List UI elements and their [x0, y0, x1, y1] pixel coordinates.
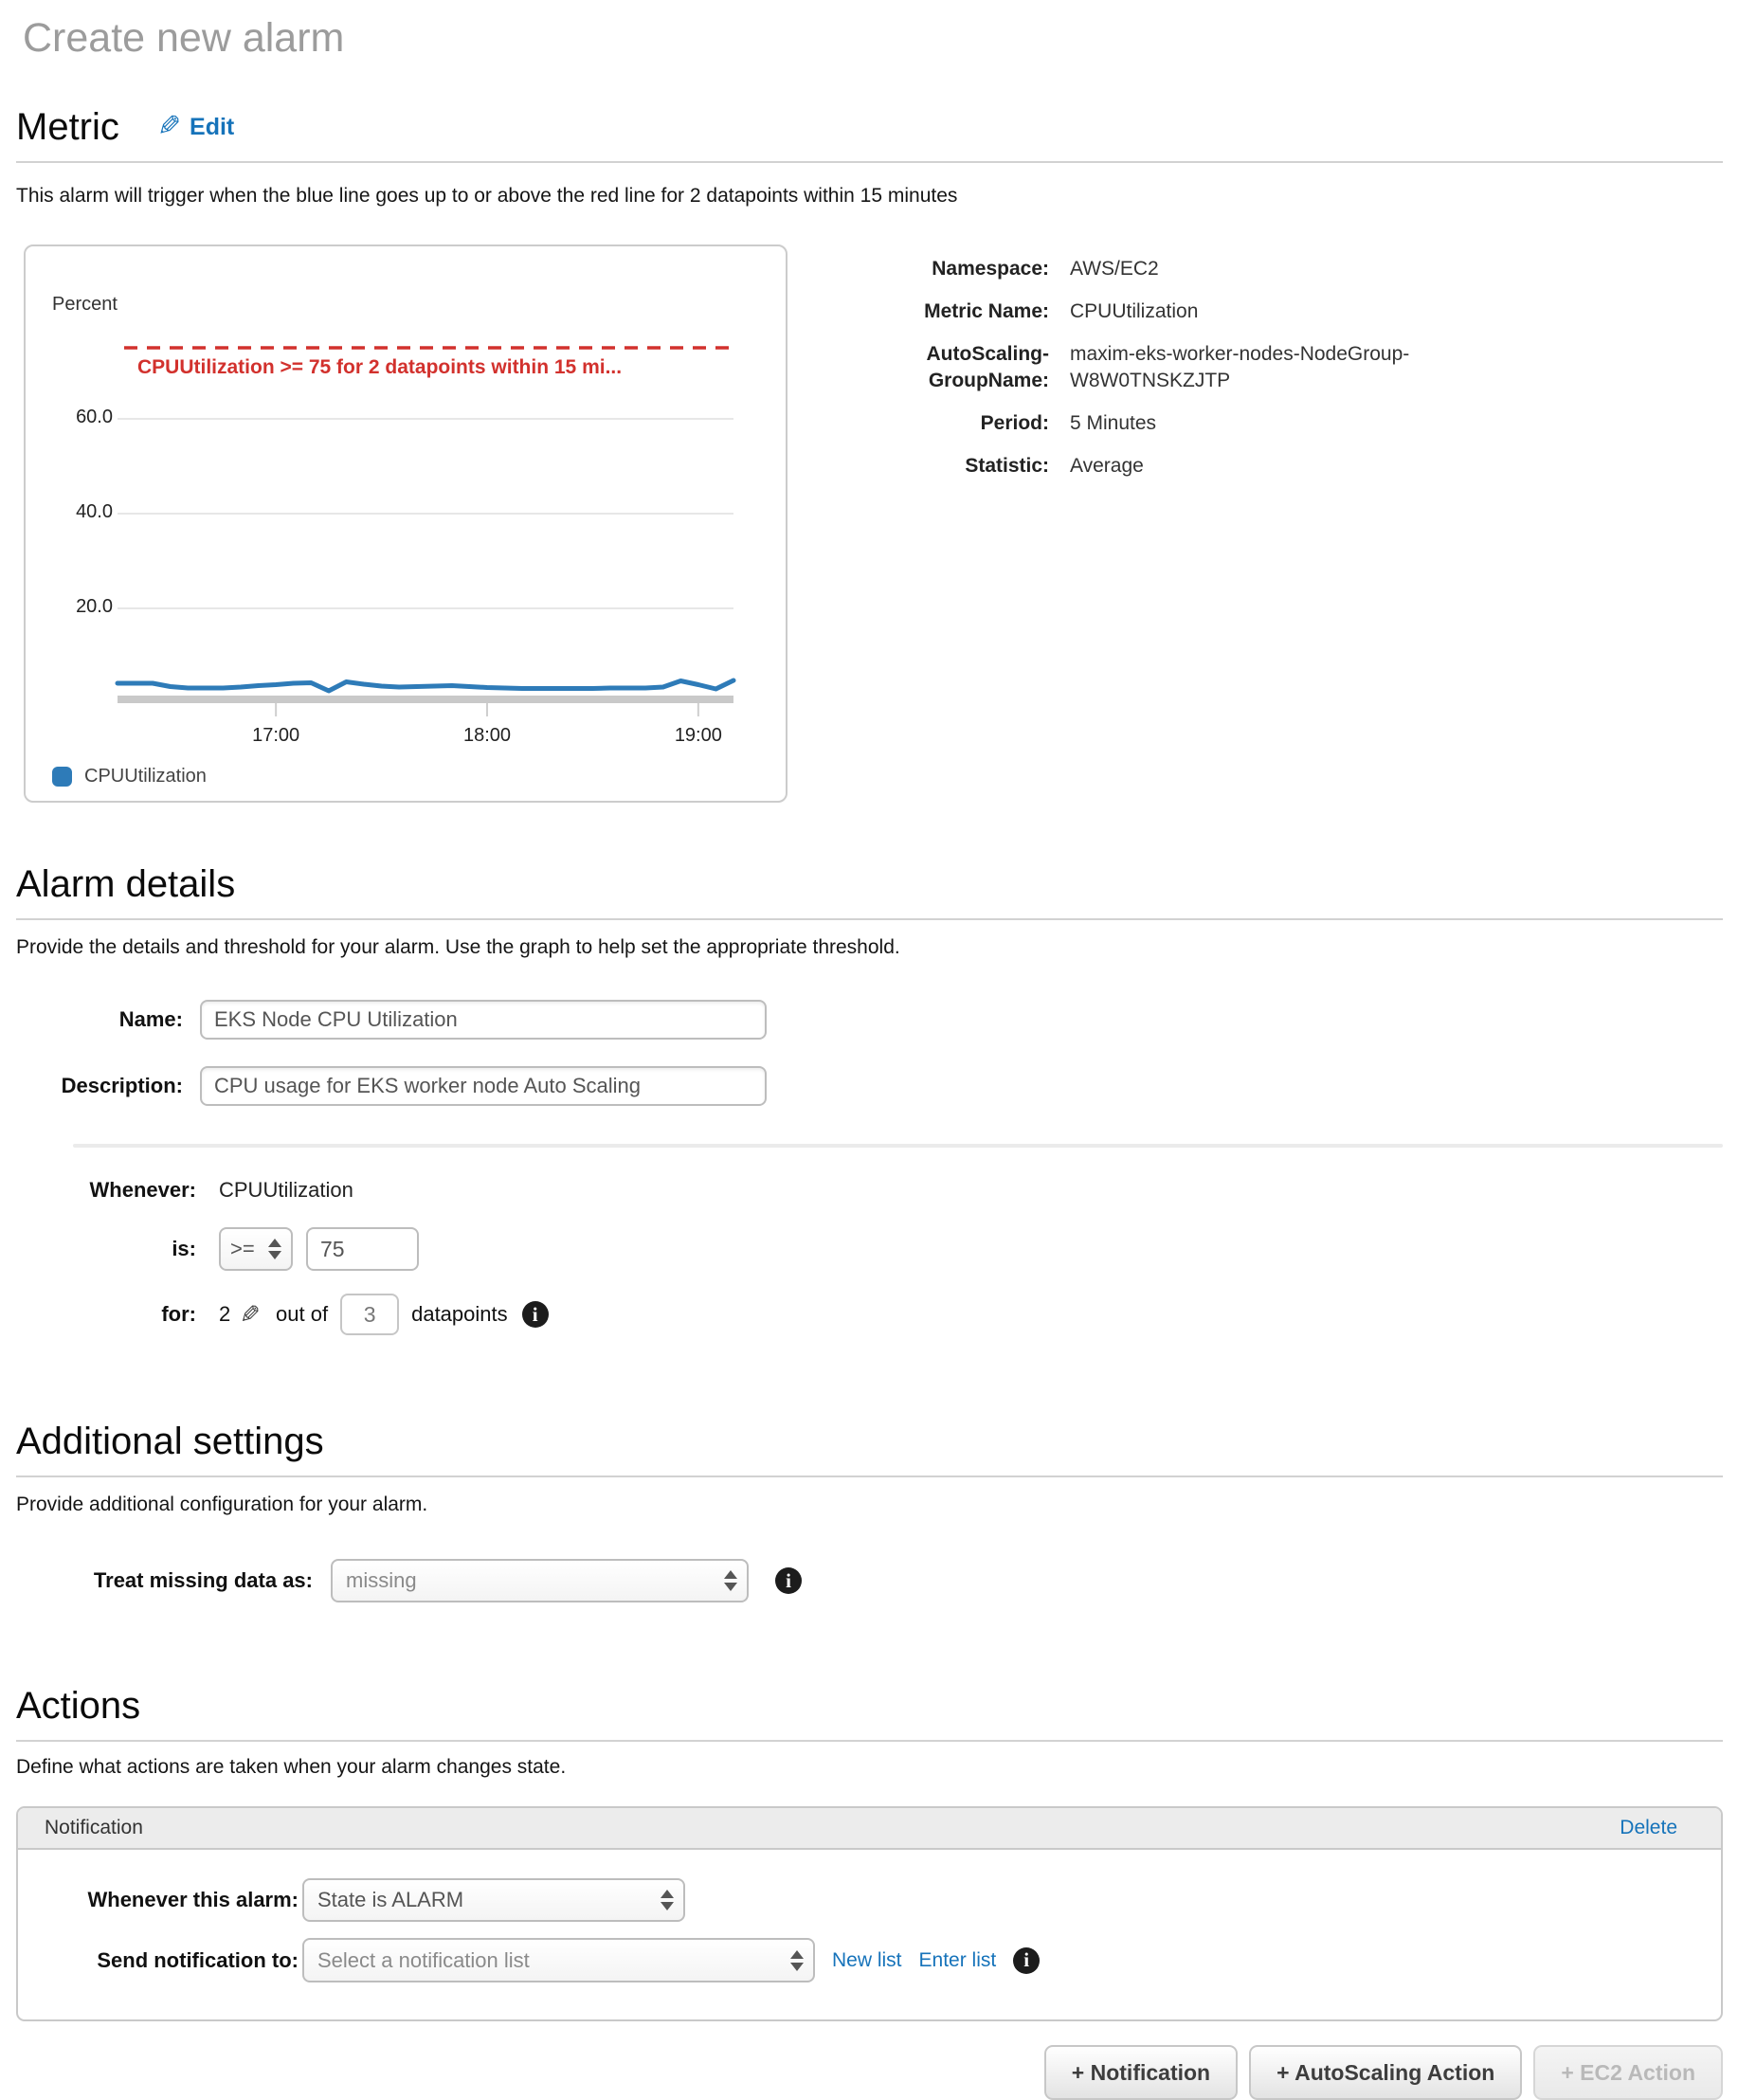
- alarm-state-value: State is ALARM: [317, 1888, 464, 1911]
- edit-label: Edit: [190, 113, 235, 140]
- detail-value: maxim-eks-worker-nodes-NodeGroup-W8W0TNSKZJTP: [1070, 343, 1410, 391]
- delete-notification-link[interactable]: Delete: [1620, 1817, 1677, 1838]
- threshold-input[interactable]: [306, 1227, 419, 1271]
- detail-value: 5 Minutes: [1070, 412, 1157, 434]
- notification-list-select[interactable]: [302, 1938, 815, 1982]
- threshold-annotation: CPUUtilization >= 75 for 2 datapoints within 15 mi...: [137, 356, 623, 378]
- metric-divider: [16, 161, 1723, 163]
- add-ec2-action-button: + EC2 Action: [1533, 2045, 1723, 2100]
- treat-missing-info-icon[interactable]: i: [775, 1567, 802, 1594]
- datapoints-info-icon[interactable]: i: [522, 1301, 549, 1328]
- enter-list-link[interactable]: Enter list: [918, 1948, 997, 1971]
- edit-periods-pencil-icon[interactable]: ✎: [240, 1300, 262, 1329]
- notification-action-panel: [16, 1806, 1723, 2021]
- actions-description: Define what actions are taken when your alarm changes state.: [16, 1756, 567, 1778]
- alarm-name-input[interactable]: [200, 1000, 767, 1040]
- alarm-details-divider: [16, 918, 1723, 920]
- whenever-label: Whenever:: [89, 1178, 196, 1202]
- chart-y-axis-unit: Percent: [52, 294, 118, 315]
- alarm-state-select[interactable]: [302, 1878, 685, 1922]
- name-label: Name:: [118, 1007, 183, 1031]
- notification-panel-header: [18, 1808, 1721, 1850]
- datapoints-label: datapoints: [411, 1302, 508, 1326]
- alarm-details-heading: Alarm details: [16, 863, 236, 905]
- page-title: Create new alarm: [23, 15, 345, 61]
- metric-heading: Metric: [16, 106, 119, 148]
- notification-list-value: Select a notification list: [317, 1947, 530, 1972]
- detail-label: Metric Name:: [924, 300, 1049, 322]
- is-label: is:: [172, 1237, 196, 1260]
- actions-divider: [16, 1740, 1723, 1742]
- alarm-details-description: Provide the details and threshold for your alarm. Use the graph to help set the appropriate threshold.: [16, 936, 900, 958]
- legend-swatch: [52, 767, 72, 787]
- section-divider: [73, 1144, 1723, 1148]
- detail-value: CPUUtilization: [1070, 300, 1199, 322]
- additional-settings-divider: [16, 1475, 1723, 1477]
- for-label: for:: [161, 1302, 196, 1326]
- detail-row: [886, 453, 1515, 480]
- operator-select[interactable]: [219, 1227, 293, 1271]
- operator-value: >=: [230, 1237, 255, 1260]
- detail-value: Average: [1070, 455, 1144, 477]
- detail-row: [886, 341, 1515, 394]
- detail-label: AutoScaling-GroupName:: [926, 343, 1049, 391]
- alarm-description-input[interactable]: [200, 1066, 767, 1106]
- metric-chart-panel: [24, 244, 788, 803]
- send-notification-label: Send notification to:: [97, 1947, 299, 1972]
- metric-description: This alarm will trigger when the blue line goes up to or above the red line for 2 datapoints within 15 minutes: [16, 185, 958, 207]
- detail-label: Statistic:: [965, 455, 1049, 477]
- select-arrows-icon: [790, 1950, 804, 1971]
- detail-row: [886, 256, 1515, 282]
- new-list-link[interactable]: New list: [832, 1948, 902, 1971]
- out-of-label: out of: [276, 1302, 329, 1326]
- chart-legend: [52, 766, 207, 788]
- detail-label: Namespace:: [932, 258, 1049, 280]
- legend-label: CPUUtilization: [84, 766, 207, 787]
- actions-heading: Actions: [16, 1685, 141, 1727]
- treat-missing-data-label: Treat missing data as:: [93, 1568, 313, 1592]
- detail-row: [886, 410, 1515, 437]
- chart-y-tick-labels: 20.0 40.0 60.0: [76, 407, 113, 617]
- pencil-icon: ✎: [156, 111, 182, 142]
- select-arrows-icon: [724, 1570, 737, 1591]
- detail-row: [886, 299, 1515, 325]
- detail-label: Period:: [980, 412, 1049, 434]
- chart-x-tick-labels: 17:00 18:00 19:00: [252, 725, 722, 746]
- treat-missing-data-select[interactable]: [331, 1559, 749, 1602]
- select-arrows-icon: [661, 1890, 674, 1910]
- additional-settings-heading: Additional settings: [16, 1421, 324, 1462]
- metric-details: [886, 256, 1515, 803]
- add-notification-button[interactable]: + Notification: [1044, 2045, 1238, 2100]
- detail-value: AWS/EC2: [1070, 258, 1159, 280]
- description-label: Description:: [61, 1074, 183, 1097]
- consecutive-periods-value[interactable]: 2: [219, 1302, 231, 1326]
- select-arrows-icon: [268, 1239, 281, 1259]
- additional-settings-description: Provide additional configuration for your alarm.: [16, 1494, 428, 1515]
- notification-panel-title: Notification: [45, 1817, 143, 1838]
- alarm-state-label: Whenever this alarm:: [87, 1888, 299, 1911]
- edit-metric-link[interactable]: [157, 113, 234, 141]
- evaluation-periods-input[interactable]: [340, 1294, 399, 1335]
- whenever-metric-name: CPUUtilization: [219, 1178, 353, 1202]
- add-autoscaling-action-button[interactable]: + AutoScaling Action: [1249, 2045, 1522, 2100]
- metric-chart: [26, 246, 786, 801]
- treat-missing-data-value: missing: [346, 1568, 417, 1592]
- notification-list-info-icon[interactable]: i: [1013, 1947, 1040, 1974]
